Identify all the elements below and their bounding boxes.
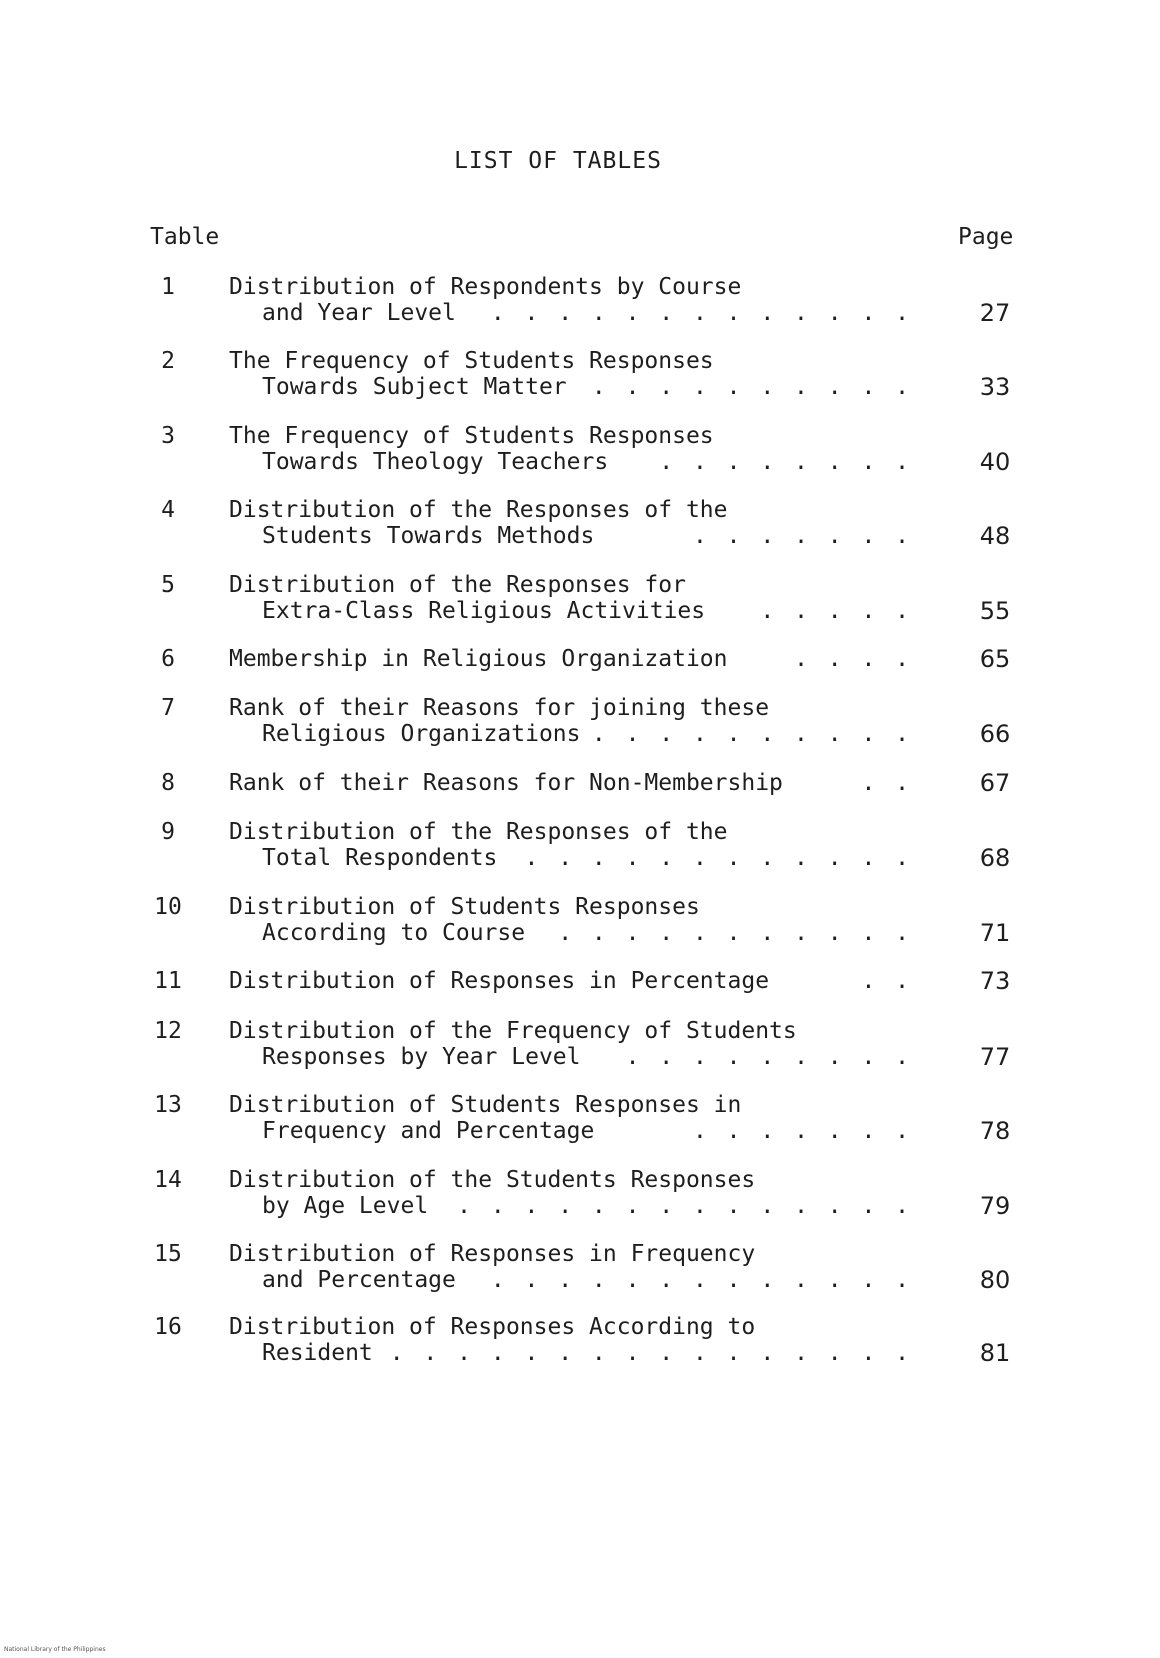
entry-page-number: 40	[979, 448, 1011, 476]
entry-page-number: 66	[979, 720, 1011, 748]
entry-number: 1	[161, 274, 175, 300]
entry-number: 11	[154, 968, 182, 994]
entry-page-number: 78	[979, 1117, 1011, 1145]
entry-number: 15	[154, 1241, 182, 1267]
entry-title-continued: Resident	[262, 1340, 373, 1366]
entry-page-number: 65	[979, 645, 1011, 673]
dot-leader: . . . . . . . . . . . .	[524, 845, 912, 871]
entry-title-continued: Religious Organizations	[262, 721, 581, 747]
entry-page-number: 48	[979, 522, 1011, 550]
entry-title: Distribution of the Responses of the	[229, 819, 728, 845]
entry-number: 9	[161, 819, 175, 845]
entry-title-continued: Extra-Class Religious Activities	[262, 598, 706, 624]
dot-leader: . . . .	[794, 646, 912, 672]
dot-leader: . . . . . . . . . . . . .	[490, 300, 912, 326]
entry-title: Distribution of Responses According to	[229, 1314, 756, 1340]
entry-page-number: 33	[979, 373, 1011, 401]
scan-footer: National Library of the Philippines	[4, 1646, 106, 1653]
entry-title: Distribution of the Responses for	[229, 572, 686, 598]
table-column-header: Table	[150, 224, 220, 250]
entry-title-continued: Responses by Year Level	[262, 1044, 581, 1070]
entry-number: 14	[154, 1167, 182, 1193]
entry-page-number: 71	[979, 919, 1011, 947]
dot-leader: . . . . . . . . . .	[591, 721, 912, 747]
dot-leader: . . . . . . . . . . .	[558, 920, 912, 946]
entry-number: 16	[154, 1314, 182, 1340]
entry-title: Distribution of the Frequency of Students	[229, 1018, 797, 1044]
page-column-header: Page	[958, 224, 1014, 250]
entry-page-number: 81	[979, 1339, 1011, 1367]
entry-number: 7	[161, 695, 175, 721]
entry-page-number: 80	[979, 1266, 1011, 1294]
entry-title-continued: by Age Level	[262, 1193, 429, 1219]
entry-title-continued: According to Course	[262, 920, 526, 946]
entry-title-continued: Students Towards Methods	[262, 523, 595, 549]
entry-number: 2	[161, 348, 175, 374]
dot-leader: . . . . . . . . . .	[591, 374, 912, 400]
entry-title-continued: Frequency and Percentage	[262, 1118, 595, 1144]
entry-page-number: 27	[979, 299, 1011, 327]
entry-page-number: 79	[979, 1192, 1011, 1220]
page-title: LIST OF TABLES	[454, 148, 662, 174]
dot-leader: . . . . . . .	[692, 523, 912, 549]
entry-title-continued: Total Respondents	[262, 845, 498, 871]
entry-number: 6	[161, 646, 175, 672]
entry-title: Distribution of Students Responses	[229, 894, 700, 920]
entry-title: Distribution of Students Responses in	[229, 1092, 742, 1118]
dot-leader: . . . . . . . . .	[625, 1044, 912, 1070]
entry-title: Distribution of the Students Responses	[229, 1167, 756, 1193]
entry-title: Membership in Religious Organization	[229, 646, 728, 672]
entry-title-continued: and Year Level	[262, 300, 456, 326]
entry-number: 5	[161, 572, 175, 598]
dot-leader: . .	[861, 770, 912, 796]
entry-title: Distribution of Respondents by Course	[229, 274, 742, 300]
entry-number: 10	[154, 894, 182, 920]
entry-number: 12	[154, 1018, 182, 1044]
entry-title: Rank of their Reasons for Non-Membership	[229, 770, 783, 796]
entry-number: 3	[161, 423, 175, 449]
entry-page-number: 73	[979, 967, 1011, 995]
entry-title: The Frequency of Students Responses	[229, 348, 714, 374]
entry-page-number: 55	[979, 597, 1011, 625]
entry-title: Distribution of the Responses of the	[229, 497, 728, 523]
dot-leader: . .	[861, 968, 912, 994]
dot-leader: . . . . . . . . . . . . .	[490, 1267, 912, 1293]
entry-title: Distribution of Responses in Frequency	[229, 1241, 756, 1267]
entry-title: Rank of their Reasons for joining these	[229, 695, 770, 721]
dot-leader: . . . . .	[760, 598, 912, 624]
entry-page-number: 67	[979, 769, 1011, 797]
entry-title-continued: Towards Theology Teachers	[262, 449, 609, 475]
entry-page-number: 68	[979, 844, 1011, 872]
entry-title-continued: Towards Subject Matter	[262, 374, 567, 400]
entry-page-number: 77	[979, 1043, 1011, 1071]
entry-number: 13	[154, 1092, 182, 1118]
entry-title: Distribution of Responses in Percentage	[229, 968, 770, 994]
dot-leader: . . . . . . . . . . . . . .	[457, 1193, 912, 1219]
entry-number: 8	[161, 770, 175, 796]
entry-number: 4	[161, 497, 175, 523]
dot-leader: . . . . . . . . . . . . . . . .	[389, 1340, 912, 1366]
dot-leader: . . . . . . .	[692, 1118, 912, 1144]
dot-leader: . . . . . . . .	[659, 449, 912, 475]
entry-title: The Frequency of Students Responses	[229, 423, 714, 449]
entry-title-continued: and Percentage	[262, 1267, 456, 1293]
